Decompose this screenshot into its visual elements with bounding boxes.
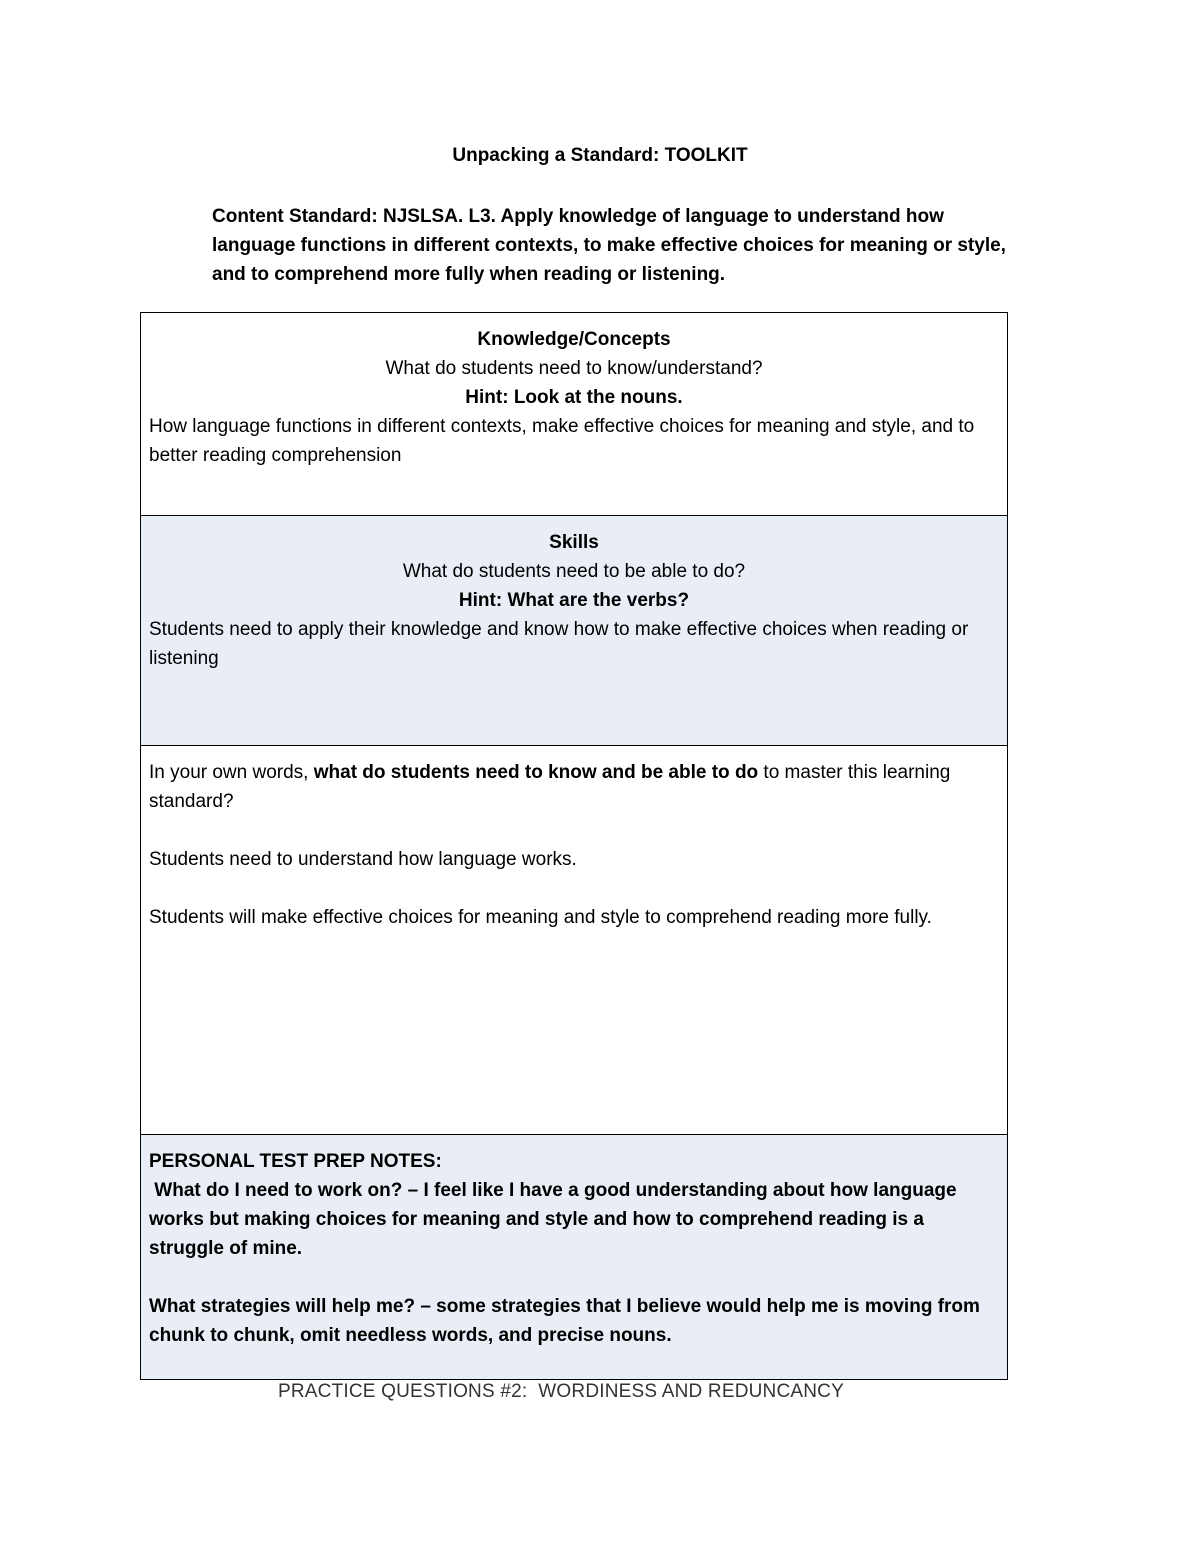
knowledge-concepts-cell bbox=[141, 313, 1007, 515]
skills-heading: Skills bbox=[549, 532, 599, 553]
own-words-prompt bbox=[149, 758, 999, 816]
notes-heading: PERSONAL TEST PREP NOTES: bbox=[149, 1151, 442, 1172]
notes-work-on: What do I need to work on? – I feel like I have a good understanding about how language works but making choices for meaning and style and how to comprehend reading is a struggle of mine. bbox=[149, 1180, 962, 1259]
skills-cell bbox=[141, 515, 1007, 745]
knowledge-heading: Knowledge/Concepts bbox=[477, 329, 671, 350]
content-standard: Content Standard: NJSLSA. L3. Apply knowledge of language to understand how language functions in different contexts, to make effective choices for meaning or style, and to comprehend more fully when reading or listening. bbox=[212, 206, 1006, 285]
skills-answer: Students need to apply their knowledge and know how to make effective choices when reading or listening bbox=[149, 619, 969, 669]
knowledge-hint: Hint: Look at the nouns. bbox=[465, 387, 683, 408]
spacer bbox=[149, 874, 999, 903]
own-words-answer-2: Students will make effective choices for meaning and style to comprehend reading more fully. bbox=[149, 907, 932, 928]
own-words-prompt-start: In your own words, bbox=[149, 762, 314, 783]
spacer bbox=[149, 1263, 999, 1292]
own-words-answer-1: Students need to understand how language works. bbox=[149, 849, 577, 870]
skills-hint: Hint: What are the verbs? bbox=[458, 590, 690, 611]
test-prep-notes-cell bbox=[141, 1134, 1007, 1379]
page-title: Unpacking a Standard: TOOLKIT bbox=[452, 145, 748, 166]
own-words-prompt-end: to master this learning standard? bbox=[149, 762, 951, 812]
own-words-cell bbox=[141, 745, 1007, 1134]
knowledge-answer: How language functions in different contexts, make effective choices for meaning and style, and to better reading comprehension bbox=[149, 416, 975, 466]
skills-question: What do students need to be able to do? bbox=[402, 561, 746, 582]
spacer bbox=[149, 816, 999, 845]
own-words-prompt-bold: what do students need to know and be able to do bbox=[313, 762, 759, 783]
toolkit-table bbox=[140, 312, 1008, 1380]
knowledge-question: What do students need to know/understand? bbox=[385, 358, 763, 379]
practice-questions-heading: PRACTICE QUESTIONS #2: WORDINESS AND REDUNCANCY bbox=[278, 1381, 844, 1402]
notes-strategies: What strategies will help me? – some strategies that I believe would help me is moving from chunk to chunk, omit needless words, and precise nouns. bbox=[149, 1296, 980, 1346]
